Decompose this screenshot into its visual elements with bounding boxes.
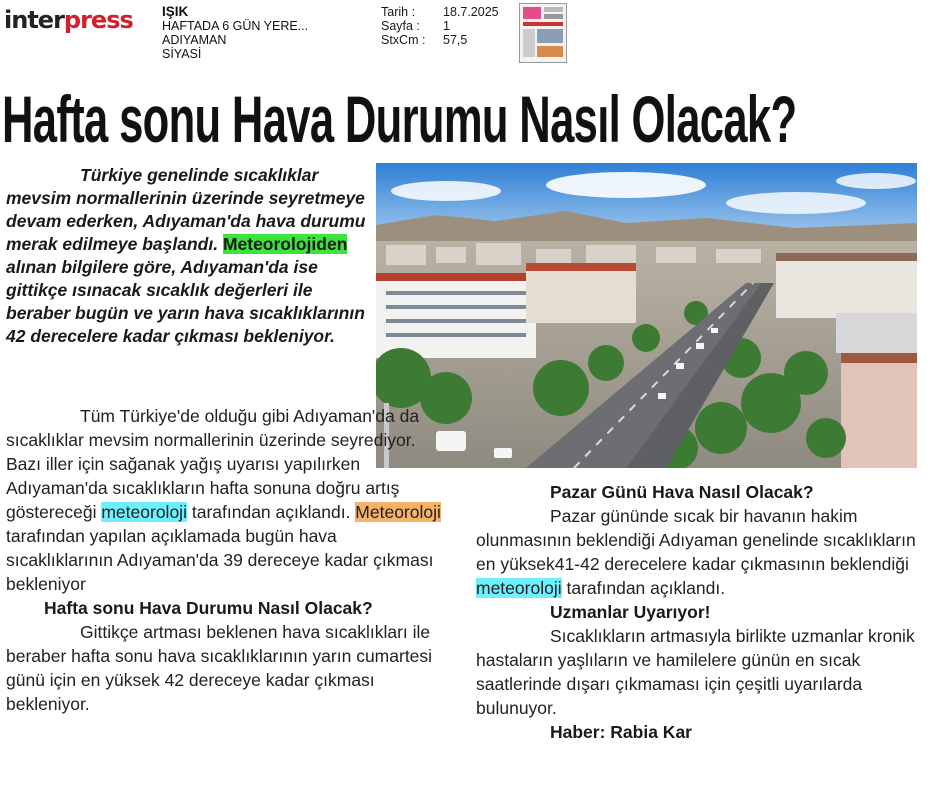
interpress-logo: interpress [4,6,133,34]
subheading-sunday: Pazar Günü Hava Nasıl Olacak? [550,482,814,502]
subheading-experts: Uzmanlar Uyarıyor! [550,602,711,622]
page-label: Sayfa : [381,19,420,33]
paragraph-4: Sıcaklıkların artmasıyla birlikte uzmanlar kronik hastaların yaşlıların ve hamilelere günün en sıcak saatlerinde dışarı çıkmaması için çeşitli uyarılarda bulunuyor. [476,626,915,718]
publication-city: ADIYAMAN [162,33,227,47]
page-thumbnail[interactable] [519,3,567,63]
publication-meta [162,5,308,61]
publication-frequency: HAFTADA 6 GÜN YERE... [162,19,309,33]
subheading-weekend: Hafta sonu Hava Durumu Nasıl Olacak? [44,598,373,618]
date-label: Tarih : [381,5,416,19]
article-lead: Türkiye genelinde sıcaklıklar mevsim normallerinin üzerinde seyretmeye devam ederken, Adıyaman'da hava durumu merak edilmeye başlandı. Meteorolojiden alınan bilgilere göre, Adıyaman'da ise gittikçe ısınacak sıcaklık değerleri ile beraber bugün ve yarın hava sıcaklıklarının 42 derecelere kadar çıkması bekleniyor. [6,165,366,346]
right-column-body [476,480,931,744]
paragraph-2: Gittikçe artması beklenen hava sıcaklıkları ile beraber hafta sonu hava sıcaklıklarının yarın cumartesi günü için en yüksek 42 dereceye kadar çıkması bekleniyor. [6,622,433,714]
date-value: 18.7.2025 [443,5,499,19]
stxcm-label: StxCm : [381,33,426,47]
publication-category: SİYASİ [162,47,202,61]
page-value: 1 [443,19,450,33]
left-column-body [6,404,446,716]
highlight-meteoroloji-3: meteoroloji [476,578,562,598]
paragraph-1: Tüm Türkiye'de olduğu gibi Adıyaman'da da sıcaklıklar mevsim normallerinin üzerinde seyrediyor. Bazı iller için sağanak yağış uyarısı yapılırken Adıyaman'da sıcaklıkların hafta sonuna doğru artış göstereceği meteoroloji tarafından açıklandı. Meteoroloji tarafından yapılan açıklamada bugün hava sıcaklıklarının Adıyaman'da 39 dereceye kadar çıkması bekleniyor [6,406,441,594]
stxcm-value: 57,5 [443,33,468,47]
city-aerial-photo [376,163,917,468]
highlight-meteorolojiden: Meteorolojiden [222,234,348,254]
article-headline: Hafta sonu Hava Durumu Nasıl Olacak? [2,82,797,156]
paragraph-3: Pazar gününde sıcak bir havanın hakim olunmasının beklendiği Adıyaman genelinde sıcaklıkların en yüksek41-42 derecelere kadar çıkmasının beklendiği meteoroloji tarafından açıklandı. [476,506,916,598]
highlight-meteoroloji-1: meteoroloji [101,502,187,522]
publication-name: IŞIK [162,4,189,19]
byline: Haber: Rabia Kar [550,722,692,742]
highlight-meteoroloji-2: Meteoroloji [355,502,441,522]
clip-meta [381,5,499,47]
